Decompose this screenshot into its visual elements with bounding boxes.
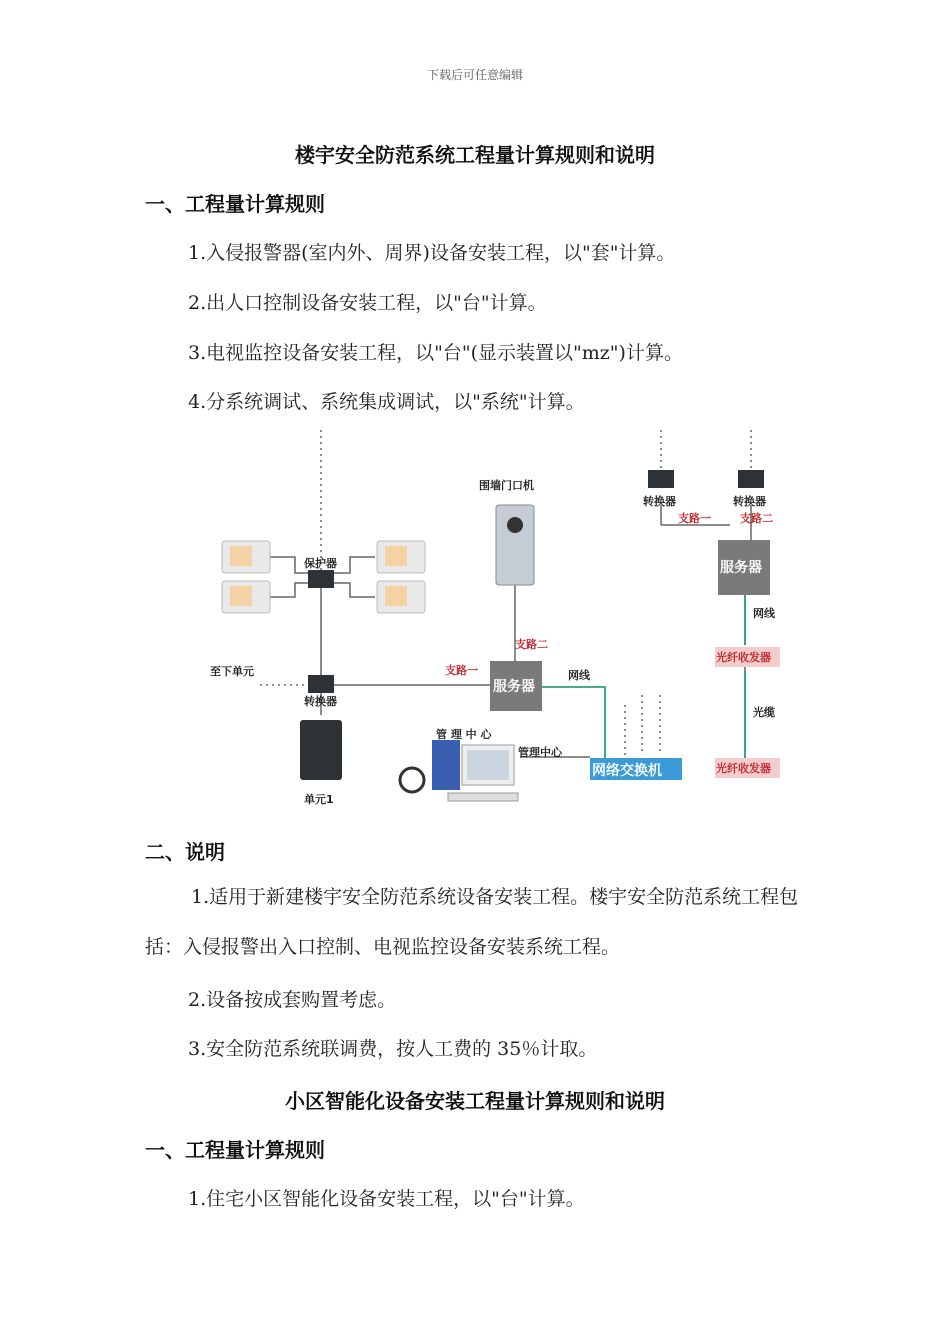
label-optical-cable: 光缆 xyxy=(753,706,775,719)
rule-4: 4.分系统调试、系统集成调试，以"系统"计算。 xyxy=(188,391,585,413)
top-converter-1 xyxy=(648,470,674,488)
unit-door-panel xyxy=(300,720,342,780)
label-optical-transceiver-top: 光纤收发器 xyxy=(716,651,771,664)
section1-notes-heading: 二、说明 xyxy=(145,840,225,864)
label-branch2-top: 支路二 xyxy=(740,512,773,525)
label-network-line: 网线 xyxy=(568,669,590,682)
section1-title: 楼宇安全防范系统工程量计算规则和说明 xyxy=(295,143,655,167)
security-system-diagram xyxy=(200,425,790,815)
note-3: 3.安全防范系统联调费，按人工费的 35％计取。 xyxy=(188,1038,598,1060)
label-to-next-unit: 至下单元 xyxy=(210,665,254,678)
label-converter-left: 转换器 xyxy=(304,695,337,708)
label-unit: 单元1 xyxy=(304,793,334,806)
label-branch2: 支路二 xyxy=(515,638,548,651)
protector-box xyxy=(308,570,334,588)
note-2: 2.设备按成套购置考虑。 xyxy=(188,989,397,1011)
label-converter-top2: 转换器 xyxy=(733,495,766,508)
section1-rules-heading: 一、工程量计算规则 xyxy=(145,192,325,216)
rule-2: 2.出人口控制设备安装工程，以"台"计算。 xyxy=(188,292,547,314)
label-gate-unit: 围墙门口机 xyxy=(479,479,534,492)
label-optical-transceiver-bottom: 光纤收发器 xyxy=(716,762,771,775)
label-protector: 保护器 xyxy=(304,557,337,570)
label-management-center: 管理中心 xyxy=(518,746,562,759)
note-1: 1.适用于新建楼宇安全防范系统设备安装工程。楼宇安全防范系统工程包括：入侵报警出入口控制、电视监控设备安装系统工程。 xyxy=(145,886,799,958)
label-network-line-top: 网线 xyxy=(753,607,775,620)
section2-title: 小区智能化设备安装工程量计算规则和说明 xyxy=(285,1089,665,1113)
page-header: 下载后可任意编辑 xyxy=(426,68,523,82)
label-branch1-top: 支路一 xyxy=(678,512,711,525)
label-branch1: 支路一 xyxy=(445,664,478,677)
top-converter-2 xyxy=(738,470,764,488)
label-network-switch: 网络交换机 xyxy=(592,763,662,779)
label-converter-top1: 转换器 xyxy=(643,495,676,508)
label-server: 服务器 xyxy=(493,679,535,695)
management-pc xyxy=(400,740,518,801)
rule-1: 1.入侵报警器(室内外、周界)设备安装工程，以"套"计算。 xyxy=(188,242,676,264)
label-management-center-screen: 管 理 中 心 xyxy=(436,728,492,741)
converter-box xyxy=(308,675,334,693)
rule-3: 3.电视监控设备安装工程，以"台"(显示装置以"mz")计算。 xyxy=(188,342,683,364)
section2-rules-heading: 一、工程量计算规则 xyxy=(145,1138,325,1162)
section2-rule-1: 1.住宅小区智能化设备安装工程，以"台"计算。 xyxy=(188,1188,585,1210)
label-server-top: 服务器 xyxy=(720,560,762,576)
